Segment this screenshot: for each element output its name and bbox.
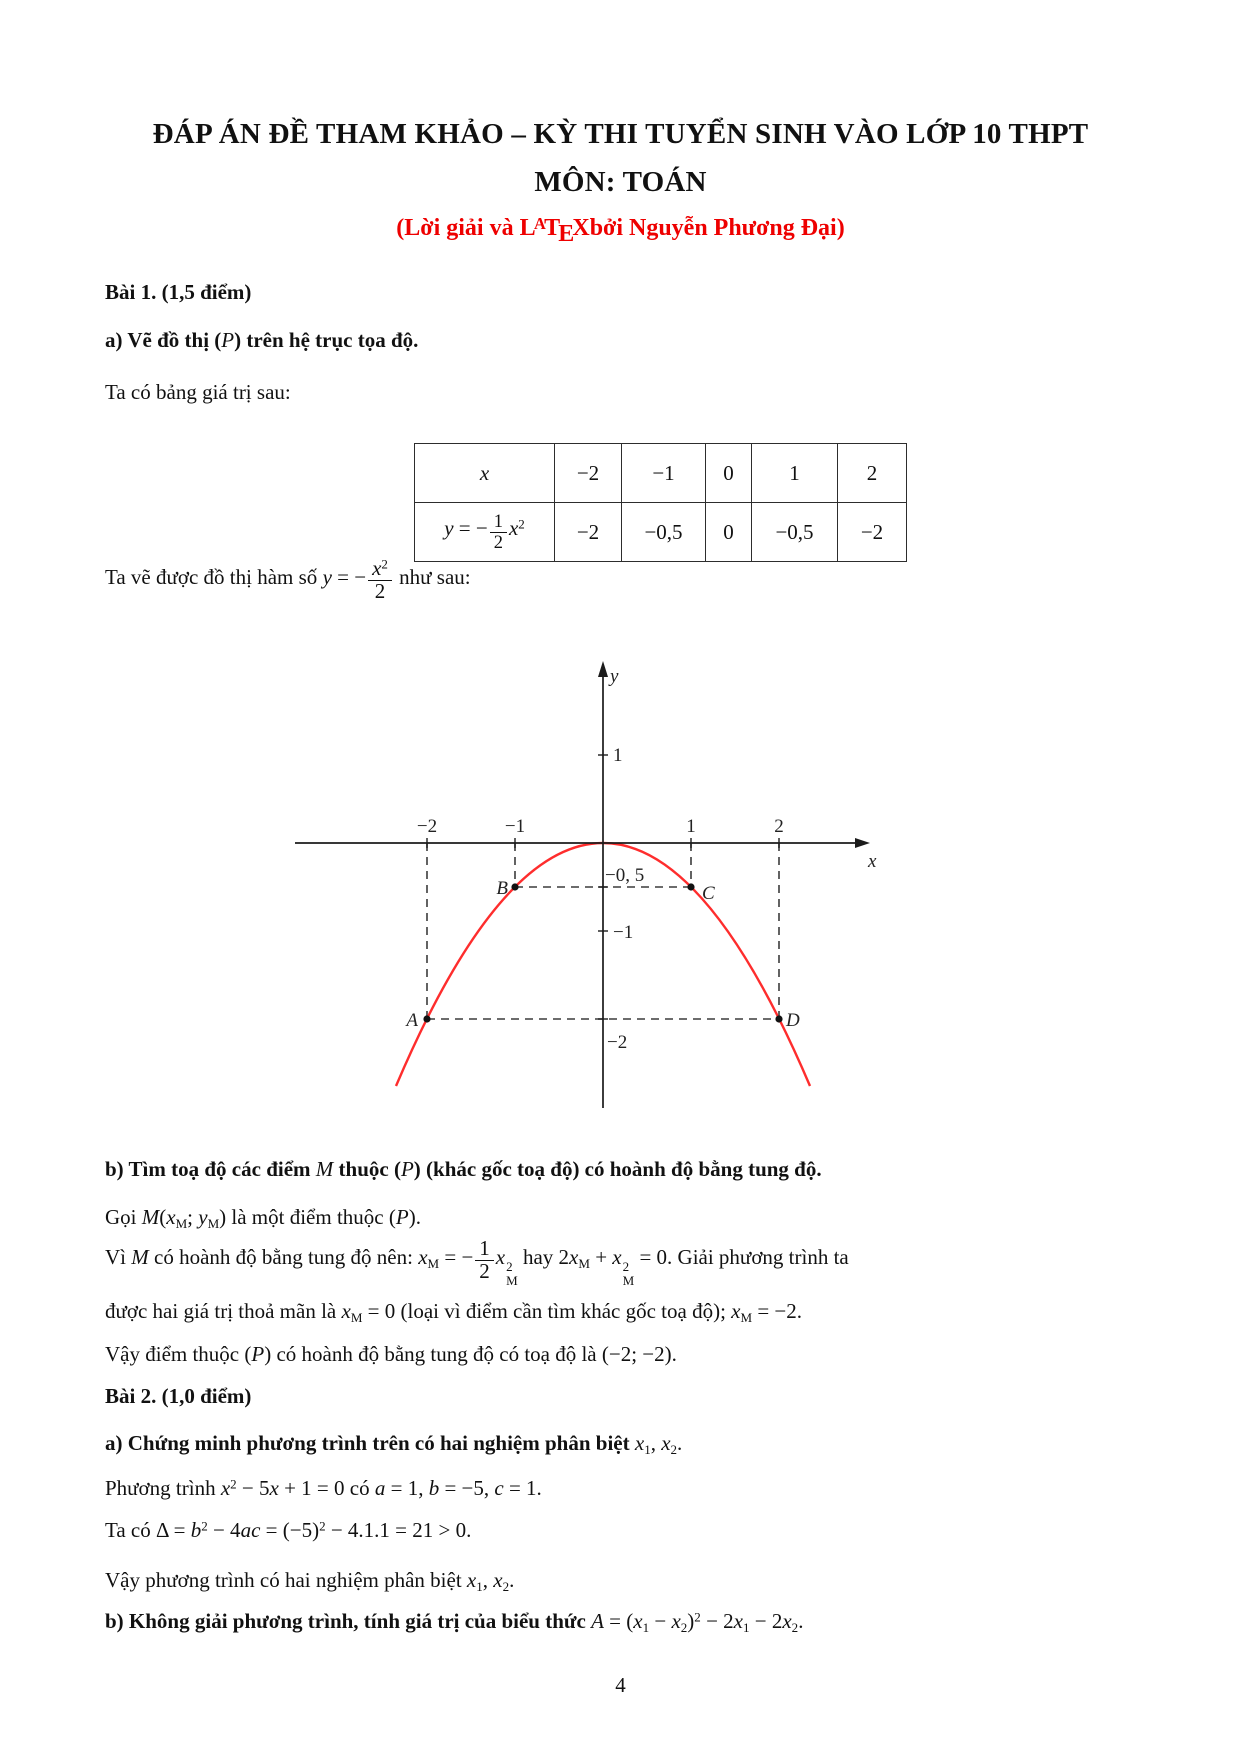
table-cell: −0,5 <box>752 503 838 562</box>
table-cell: −2 <box>555 503 622 562</box>
x-tick-label: 1 <box>686 816 696 837</box>
y-tick-label: −1 <box>613 922 634 943</box>
credit-line <box>0 213 1241 250</box>
table-row2-label: y = − $\frac{1}{2}$ $x^2$ <box>415 503 555 562</box>
table-cell: −2 <box>838 503 907 562</box>
y-axis-label: y <box>610 666 619 687</box>
x-tick-label: −1 <box>504 816 526 837</box>
bai2-a-heading: a) Chứng minh phương trình trên có hai nghiệm phân biệt $x_1$, $x_2$. <box>105 1431 683 1457</box>
x-axis-label: x <box>868 851 877 872</box>
y-axis-arrow-icon <box>598 661 608 677</box>
point-B-label: B <box>496 878 508 899</box>
bai2-line-vay: Vậy phương trình có hai nghiệm phân biệt $x_1$, $x_2$. <box>105 1568 515 1594</box>
x-axis-arrow-icon <box>855 838 870 848</box>
point-B <box>511 883 518 890</box>
bai1-line-vi: Vì M có hoành độ bằng tung độ nên: $x_M$ = − $\frac{1}{2}$ x 2 M hay $2x_M + x$ 2 M = 0. Giải phương trình ta <box>105 1236 849 1288</box>
bai1-line-goi: Gọi $M(x_M$; $y_M$) là một điểm thuộc (P). <box>105 1205 421 1231</box>
point-A <box>423 1015 430 1022</box>
parabola-graph <box>290 648 880 1113</box>
table-cell: −2 <box>555 444 622 503</box>
bai2-line-delta: Ta có $\Delta = b^2 - 4ac = (-5)^2 - 4.1.1 = 21 > 0$. <box>105 1518 472 1542</box>
value-table <box>414 443 907 562</box>
bai1-b-heading: b) Tìm toạ độ các điểm M thuộc (P) (khác gốc toạ độ) có hoành độ bằng tung độ. <box>105 1157 822 1181</box>
point-A-label: A <box>406 1010 418 1031</box>
bai1-line-vay: Vậy điểm thuộc (P) có hoành độ bằng tung độ có toạ độ là (−2; −2). <box>105 1342 677 1366</box>
latex-logo: $L^ATEX$ <box>519 214 590 247</box>
half-value-label: −0, 5 <box>605 865 645 886</box>
table-cell: 2 <box>838 444 907 503</box>
doc-title-line2: MÔN: TOÁN <box>534 166 707 198</box>
credit-suffix: bởi Nguyễn Phương Đại) <box>589 215 845 242</box>
bai1-heading: Bài 1. (1,5 điểm) <box>105 280 252 304</box>
table-row1-label: x <box>415 444 555 503</box>
table-cell: 0 <box>706 503 752 562</box>
credit-prefix: (Lời giải và <box>396 215 520 242</box>
x-tick-label: 2 <box>774 816 784 837</box>
bai1-a-heading: a) Vẽ đồ thị (P) trên hệ trục tọa độ. <box>105 328 419 352</box>
bai2-heading: Bài 2. (1,0 điểm) <box>105 1384 252 1408</box>
point-C <box>687 883 694 890</box>
y-tick-label: −2 <box>607 1032 628 1053</box>
x-tick-label: −2 <box>416 816 438 837</box>
page-number: 4 <box>615 1673 626 1697</box>
bai2-line-pt: Phương trình $x^2 - 5x + 1 = 0$ có a = 1, b = −5, c = 1. <box>105 1476 542 1500</box>
point-D <box>775 1015 782 1022</box>
bai2-b-heading: b) Không giải phương trình, tính giá trị của biểu thức $A = (x_1 - x_2)^2 - 2x_1 - 2x_2$. <box>105 1609 804 1635</box>
table-intro: Ta có bảng giá trị sau: <box>105 380 291 404</box>
graph-intro: Ta vẽ được đồ thị hàm số y = − $\frac{x^2}{2}$ như sau: <box>105 556 471 603</box>
y-tick-label: 1 <box>613 745 623 766</box>
table-cell: 0 <box>706 444 752 503</box>
table-cell: −1 <box>622 444 706 503</box>
table-row <box>415 503 907 562</box>
point-D-label: D <box>786 1010 800 1031</box>
doc-title-line1: ĐÁP ÁN ĐỀ THAM KHẢO – KỲ THI TUYỂN SINH VÀO LỚP 10 THPT <box>152 118 1089 150</box>
bai1-line-duoc: được hai giá trị thoả mãn là $x_M = 0$ (loại vì điểm cần tìm khác gốc toạ độ); $x_M = -2$. <box>105 1299 802 1325</box>
table-cell: −0,5 <box>622 503 706 562</box>
table-row <box>415 444 907 503</box>
point-C-label: C <box>702 883 715 904</box>
table-cell: 1 <box>752 444 838 503</box>
